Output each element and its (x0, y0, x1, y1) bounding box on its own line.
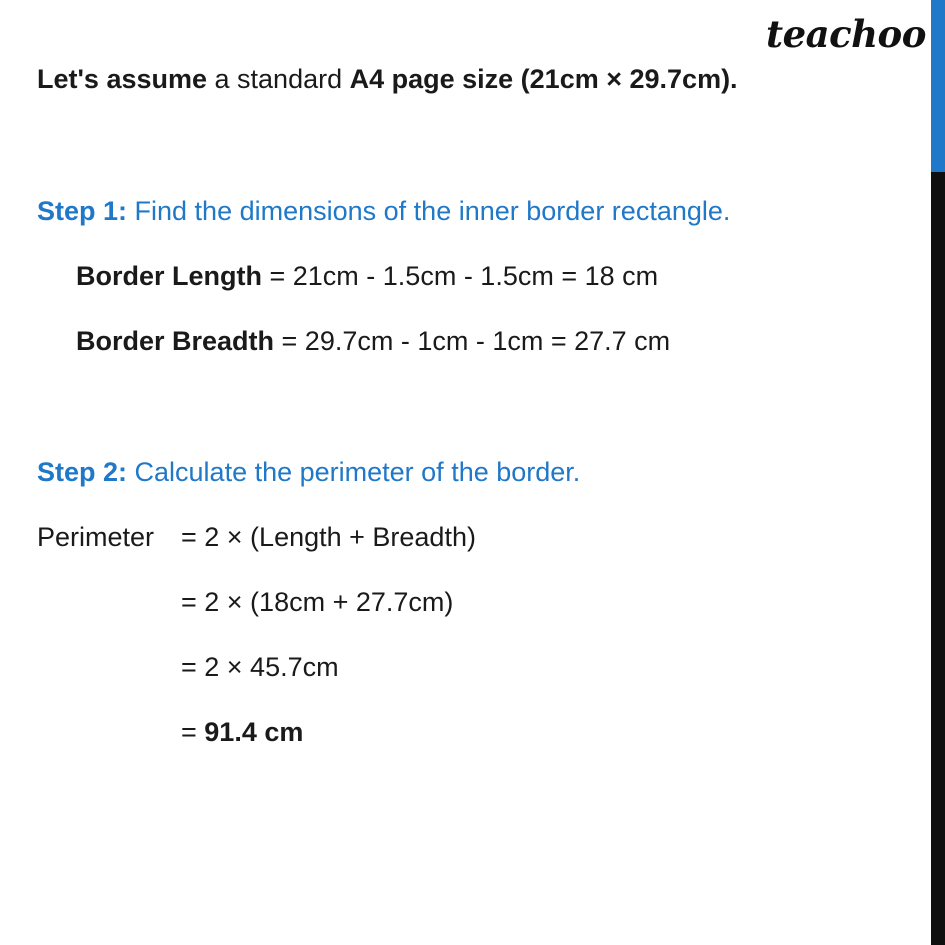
border-breadth-line (76, 324, 670, 358)
step1-label: Step 1: (37, 196, 128, 226)
intro-line (37, 62, 738, 96)
border-length-line (76, 259, 658, 293)
border-length-expression: = 21cm - 1.5cm - 1.5cm = 18 cm (262, 261, 659, 291)
perimeter-result: 91.4 cm (204, 717, 304, 747)
step1-heading (37, 194, 730, 228)
perimeter-label: Perimeter (37, 522, 155, 552)
border-breadth-label: Border Breadth (76, 326, 275, 356)
perimeter-result-line (181, 715, 303, 749)
perimeter-formula: = 2 × (Length + Breadth) (181, 522, 476, 552)
intro-page-size: A4 page size (21cm × 29.7cm). (349, 64, 738, 94)
perimeter-sum: = 2 × 45.7cm (181, 652, 339, 682)
intro-text: a standard (207, 64, 350, 94)
step2-heading (37, 455, 580, 489)
intro-bold-lead: Let's assume (37, 64, 208, 94)
step1-text: Find the dimensions of the inner border rectangle. (127, 196, 731, 226)
perimeter-substitution: = 2 × (18cm + 27.7cm) (181, 587, 454, 617)
border-breadth-expression: = 29.7cm - 1cm - 1cm = 27.7 cm (274, 326, 671, 356)
step2-label: Step 2: (37, 457, 128, 487)
teachoo-logo: teachoo (766, 12, 926, 56)
border-length-label: Border Length (76, 261, 262, 291)
scroll-indicator (931, 0, 945, 172)
perimeter-result-prefix: = (181, 717, 205, 747)
step2-text: Calculate the perimeter of the border. (127, 457, 581, 487)
